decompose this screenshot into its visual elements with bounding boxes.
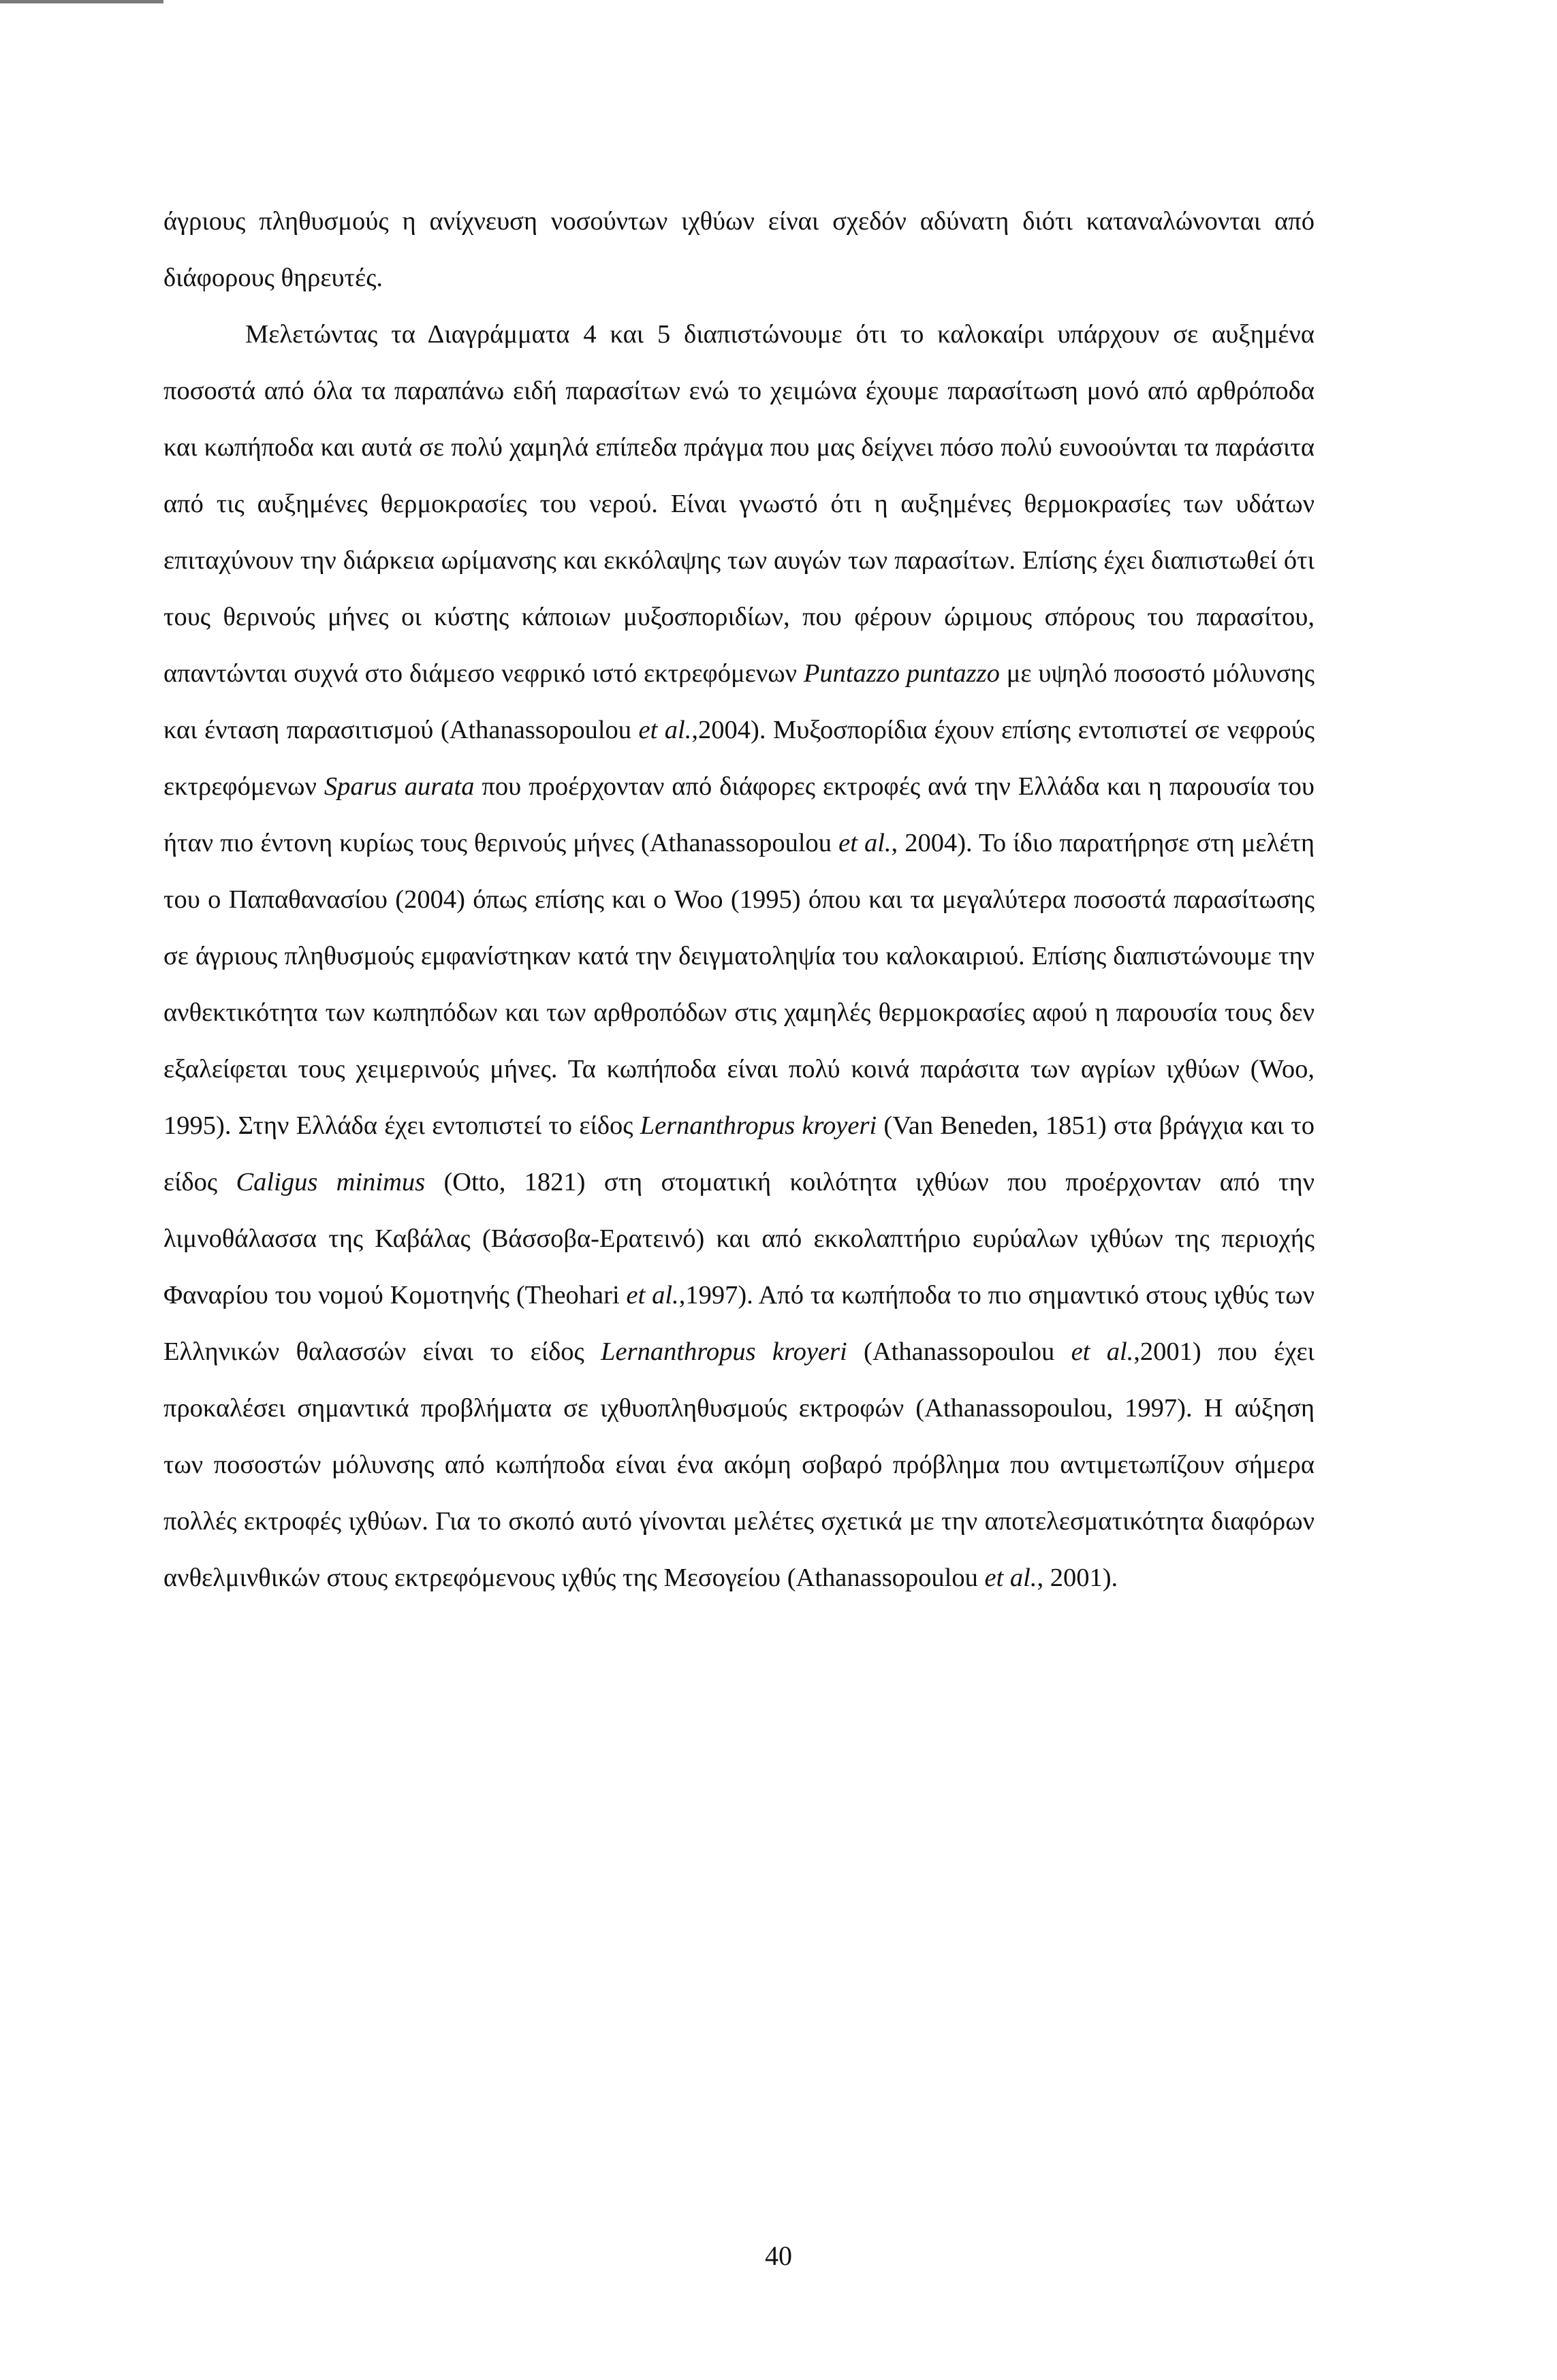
text-run: (Van Beneden, 1851) στα βράγχια και το είδος (163, 1111, 1315, 1196)
text-run: (Otto, 1821) στη στοματική κοιλότητα ιχθύων που προέρχονταν από την λιμνοθάλασσα της Καβάλας (Βάσσοβα-Ερατεινό) και από εκκολαπτήριο ευρύαλων ιχθύων της περιοχής Φαναρίου του νομού Κομοτηνής (Theohari (163, 1168, 1315, 1310)
scan-edge-mark (0, 0, 163, 3)
citation-et-al: et al. (984, 1564, 1037, 1592)
species-name-italic: Sparus aurata (324, 772, 475, 801)
text-run: (Athanassopoulou (847, 1337, 1071, 1366)
page-body (163, 193, 1315, 1606)
paragraph-continuation (163, 193, 1315, 306)
text-run: που προέρχονταν από διάφορες εκτροφές ανά την Ελλάδα και η παρουσία του ήταν πιο έντονη κυρίως τους θερινούς μήνες (Athanassopoulou (163, 772, 1315, 857)
paragraph-main (163, 306, 1315, 1606)
text-run: Μελετώντας τα Διαγράμματα 4 και 5 διαπιστώνουμε ότι το καλοκαίρι υπάρχουν σε αυξημένα ποσοστά από όλα τα παραπάνω ειδή παρασίτων ενώ το χειμώνα έχουμε παρασίτωση μονό από αρθρόποδα και κωπήποδα και αυτά σε πολύ χαμηλά επίπεδα πράγμα που μας δείχνει πόσο πολύ ευνοούνται τα παράσιτα από τις αυξημένες θερμοκρασίες του νερού. Είναι γνωστό ότι η αυξημένες θερμοκρασίες των υδάτων επιταχύνουν την διάρκεια ωρίμανσης και εκκόλαψης των αυγών των παρασίτων. Επίσης έχει διαπιστωθεί ότι τους θερινούς μήνες οι κύστης κάποιων μυξοσποριδίων, που φέρουν ώριμους σπόρους του παρασίτου, απαντώνται συχνά στο διάμεσο νεφρικό ιστό εκτρεφόμενων (163, 320, 1315, 688)
text-run: , 2004). Το ίδιο παρατήρησε στη μελέτη του ο Παπαθανασίου (2004) όπως επίσης και ο Woo (1995) όπου και τα μεγαλύτερα ποσοστά παρασίτωσης σε άγριους πληθυσμούς εμφανίστηκαν κατά την δειγματοληψία του καλοκαιριού. Επίσης διαπιστώνουμε την ανθεκτικότητα των κωπηπόδων και των αρθροπόδων στις χαμηλές θερμοκρασίες αφού η παρουσία τους δεν εξαλείφεται τους χειμερινούς μήνες. Τα κωπήποδα είναι πολύ κοινά παράσιτα των αγρίων ιχθύων (Woo, 1995). Στην Ελλάδα έχει εντοπιστεί το είδος (163, 829, 1315, 1140)
species-name-italic: Puntazzo puntazzo (803, 659, 1000, 688)
text-run: με υψηλό ποσοστό μόλυνσης και ένταση παρασιτισμού (Athanassopoulou (163, 659, 1315, 744)
text-run: ,2004). Μυξοσπορίδια έχουν επίσης εντοπιστεί σε νεφρούς εκτρεφόμενων (163, 716, 1315, 801)
text-run: , 2001). (1037, 1564, 1118, 1592)
species-name-italic: Lernanthropus kroyeri (640, 1111, 877, 1140)
page-number: 40 (765, 2240, 792, 2271)
species-name-italic: Caligus minimus (236, 1168, 426, 1196)
citation-et-al: et al. (626, 1281, 679, 1310)
text-run: ,2001) που έχει προκαλέσει σημαντικά προβλήματα σε ιχθυοπληθυσμούς εκτροφών (Athanassopoulou, 1997). Η αύξηση των ποσοστών μόλυνσης από κωπήποδα είναι ένα ακόμη σοβαρό πρόβλημα που αντιμετωπίζουν σήμερα πολλές εκτροφές ιχθύων. Για το σκοπό αυτό γίνονται μελέτες σχετικά με την αποτελεσματικότητα διαφόρων ανθελμινθικών στους εκτρεφόμενους ιχθύς της Μεσογείου (Athanassopoulou (163, 1337, 1315, 1592)
citation-et-al: et al. (638, 716, 692, 744)
citation-et-al: et al. (838, 829, 892, 857)
citation-et-al: et al. (1071, 1337, 1134, 1366)
text-run: ,1997). Από τα κωπήποδα το πιο σημαντικό στους ιχθύς των Ελληνικών θαλασσών είναι το είδος (163, 1281, 1315, 1366)
species-name-italic: Lernanthropus kroyeri (601, 1337, 847, 1366)
text-run: άγριους πληθυσμούς η ανίχνευση νοσούντων ιχθύων είναι σχεδόν αδύνατη διότι καταναλώνονται από διάφορους θηρευτές. (163, 207, 1315, 292)
